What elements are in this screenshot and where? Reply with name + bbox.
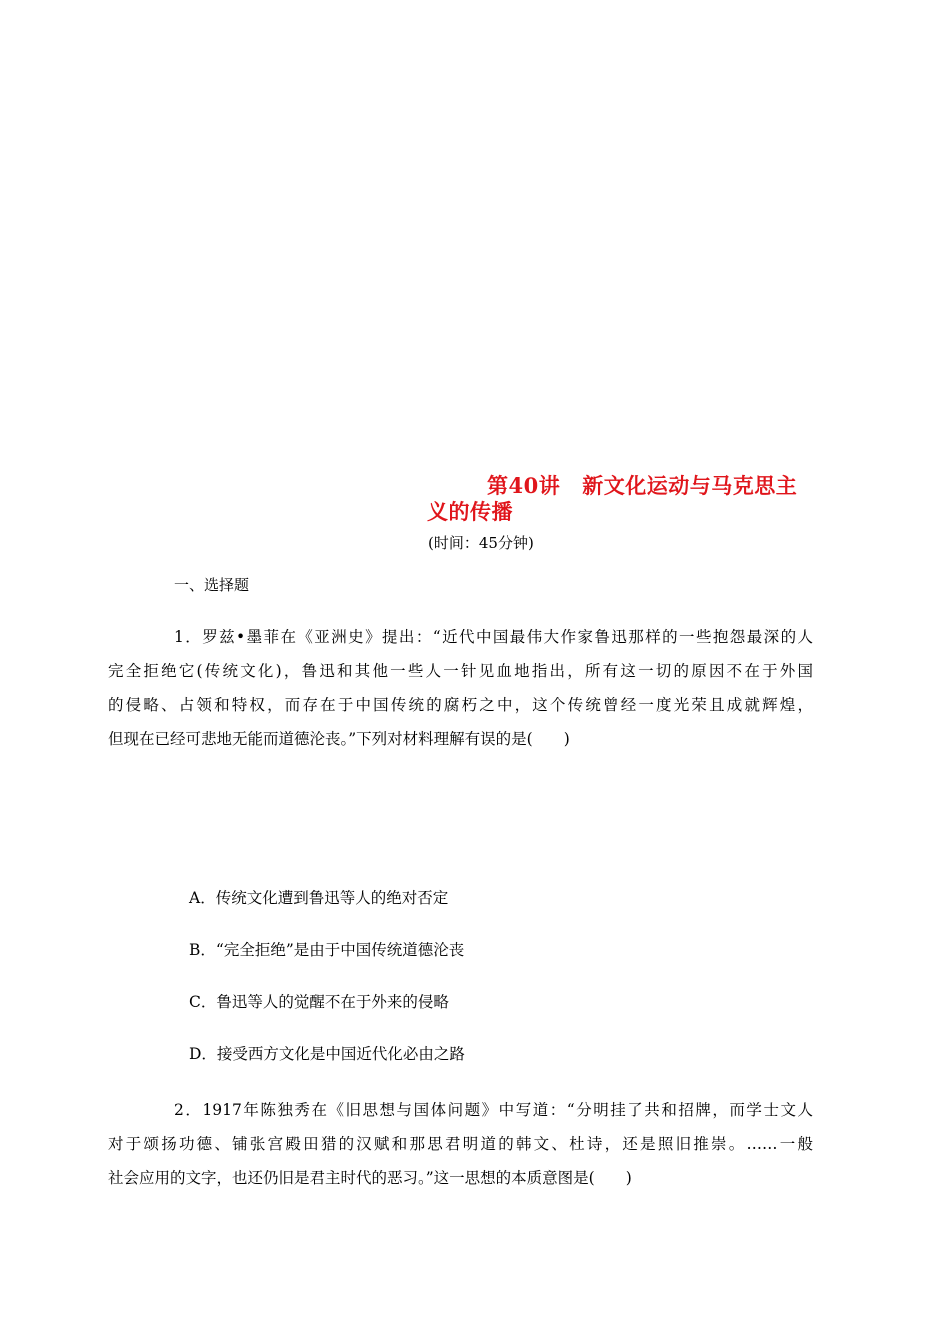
question-2-stem xyxy=(108,1093,813,1195)
question-1-line: 但现在已经可悲地无能而道德沦丧。”下列对材料理解有误的是( ) xyxy=(108,730,570,748)
time-limit-note: (时间：45分钟) xyxy=(428,534,534,552)
question-1-line: 完全拒绝它(传统文化)，鲁迅和其他一些人一针见血地指出，所有这一切的原因不在于外国 xyxy=(108,662,813,680)
lesson-title-text: 新文化运动与马克思主 xyxy=(582,473,798,498)
question-1-option-a: A．传统文化遭到鲁迅等人的绝对否定 xyxy=(189,889,449,907)
section-heading: 一、选择题 xyxy=(174,576,250,594)
question-1-line: 1．罗兹•墨菲在《亚洲史》提出：“近代中国最伟大作家鲁迅那样的一些抱怨最深的人 xyxy=(174,628,813,646)
question-1-line: 的侵略、占领和特权，而存在于中国传统的腐朽之中，这个传统曾经一度光荣且成就辉煌， xyxy=(108,696,813,714)
question-1-option-b: B．“完全拒绝”是由于中国传统道德沦丧 xyxy=(189,941,465,959)
question-2-line: 2．1917年陈独秀在《旧思想与国体问题》中写道：“分明挂了共和招牌，而学士文人 xyxy=(174,1101,813,1119)
question-1-option-d: D．接受西方文化是中国近代化必由之路 xyxy=(189,1045,465,1063)
question-1-option-c: C．鲁迅等人的觉醒不在于外来的侵略 xyxy=(189,993,449,1011)
lesson-title-continued: 义的传播 xyxy=(427,499,513,524)
lesson-title-number: 第40讲 xyxy=(487,473,561,498)
lesson-title xyxy=(487,470,827,500)
question-2-line: 对于颂扬功德、铺张宫殿田猎的汉赋和那思君明道的韩文、杜诗，还是照旧推崇。……一般 xyxy=(108,1135,813,1153)
question-2-line: 社会应用的文字，也还仍旧是君主时代的恶习。”这一思想的本质意图是( ) xyxy=(108,1169,632,1187)
question-1-stem xyxy=(108,620,813,756)
